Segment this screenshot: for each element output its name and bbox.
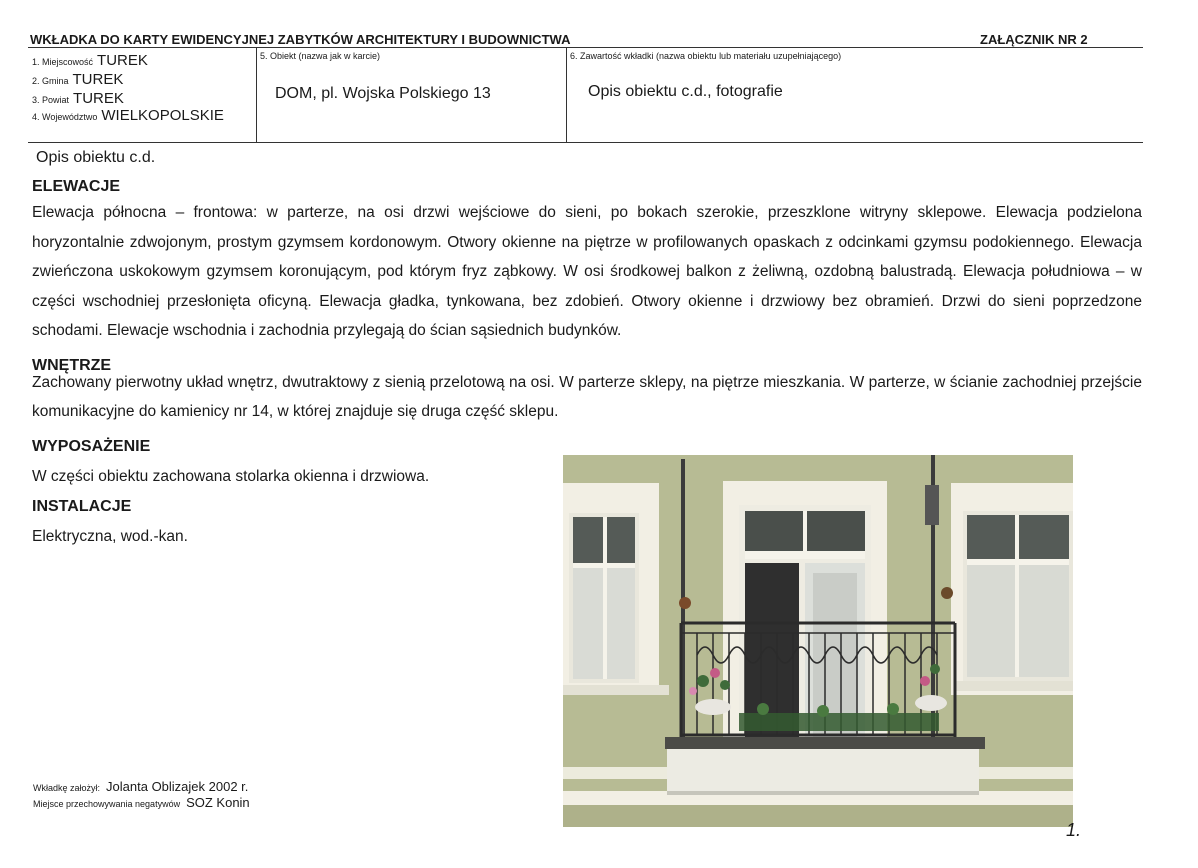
elewacje-heading: ELEWACJE xyxy=(32,178,121,195)
elewacje-text: Elewacja północna – frontowa: w parterze, na osi drzwi wejściowe do sieni, po bokach szerokie, przeszklone witryny sklepowe. Elewacja podzielona horyzontalnie zdwojonym, prostym gzymsem kordonowym. Otwory okienne na piętrze w profilowanych opaskach z odcinkami gzymsu podokiennego. Elewacja zwieńczona uskokowym gzymsem koronującym, pod którym fryz ząbkowy. W osi środkowej balkon z żeliwną, ozdobną balustradą. Elewacja południowa – w części wschodniej przesłonięta oficyną. Elewacja gładka, tynkowana, bez zdobień. Otwory okienne i drzwiowy bez obramień. Drzwi do sieni poprzedzone schodami. Elewacje wschodnia i zachodnia przylegają do ścian sąsiednich budynków. xyxy=(32,204,1142,339)
miejscowosc-value: TUREK xyxy=(97,52,148,69)
author-label: Wkładkę założył: xyxy=(33,783,101,793)
negatives-line xyxy=(33,795,250,810)
author-value: Jolanta Oblizajek 2002 r. xyxy=(106,779,249,794)
contents-label: 6. Zawartość wkładki (nazwa obiektu lub materiału uzupełniającego) xyxy=(570,51,842,61)
box-divider-1 xyxy=(256,48,257,143)
field-miejscowosc xyxy=(32,52,148,71)
right-window xyxy=(951,483,1073,695)
balcony-illustration xyxy=(563,455,1073,827)
wnetrze-text: Zachowany pierwotny układ wnętrz, dwutraktowy z sienią przelotową na osi. W parterze sklepy, na piętrze mieszkania. W parterze, w ścianie zachodniej przejście komunikacyjne do kamienicy nr 14, w której znajduje się druga część sklepu. xyxy=(32,374,1142,420)
opis-cd-label: Opis obiektu c.d. xyxy=(36,149,156,166)
facade-photo xyxy=(563,455,1073,827)
balcony-slab xyxy=(665,737,985,795)
field-gmina xyxy=(32,71,123,90)
wyposazenie-heading: WYPOSAŻENIE xyxy=(32,438,151,455)
negatives-label: Miejsce przechowywania negatywów xyxy=(33,799,181,809)
gmina-label: 2. Gmina xyxy=(32,76,69,86)
miejscowosc-label: 1. Miejscowość xyxy=(32,57,94,67)
instalacje-text: Elektryczna, wod.-kan. xyxy=(32,528,188,545)
form-title: WKŁADKA DO KARTY EWIDENCYJNEJ ZABYTKÓW ARCHITEKTURY I BUDOWNICTWA xyxy=(30,32,571,47)
contents-value: Opis obiektu c.d., fotografie xyxy=(588,83,783,100)
object-label: 5. Obiekt (nazwa jak w karcie) xyxy=(260,51,381,61)
powiat-value: TUREK xyxy=(73,90,124,107)
photo-number: 1. xyxy=(1066,820,1082,840)
wojewodztwo-label: 4. Województwo xyxy=(32,112,98,122)
wojewodztwo-value: WIELKOPOLSKIE xyxy=(101,107,224,124)
left-window xyxy=(563,483,669,695)
wnetrze-heading: WNĘTRZE xyxy=(32,357,112,374)
gmina-value: TUREK xyxy=(72,71,124,88)
instalacje-heading: INSTALACJE xyxy=(32,498,132,515)
box-divider-2 xyxy=(566,48,567,143)
annex-number: ZAŁĄCZNIK NR 2 xyxy=(980,32,1088,47)
antenna-mount xyxy=(925,485,939,525)
wyposazenie-text: W części obiektu zachowana stolarka okienna i drzwiowa. xyxy=(32,468,430,485)
header-rule xyxy=(28,47,1143,48)
lower-wall xyxy=(563,805,1073,827)
box-bottom-rule xyxy=(28,142,1143,143)
author-line xyxy=(33,779,248,794)
powiat-label: 3. Powiat xyxy=(32,95,70,105)
field-wojewodztwo xyxy=(32,107,224,126)
object-value: DOM, pl. Wojska Polskiego 13 xyxy=(275,85,491,102)
negatives-value: SOZ Konin xyxy=(186,795,250,810)
